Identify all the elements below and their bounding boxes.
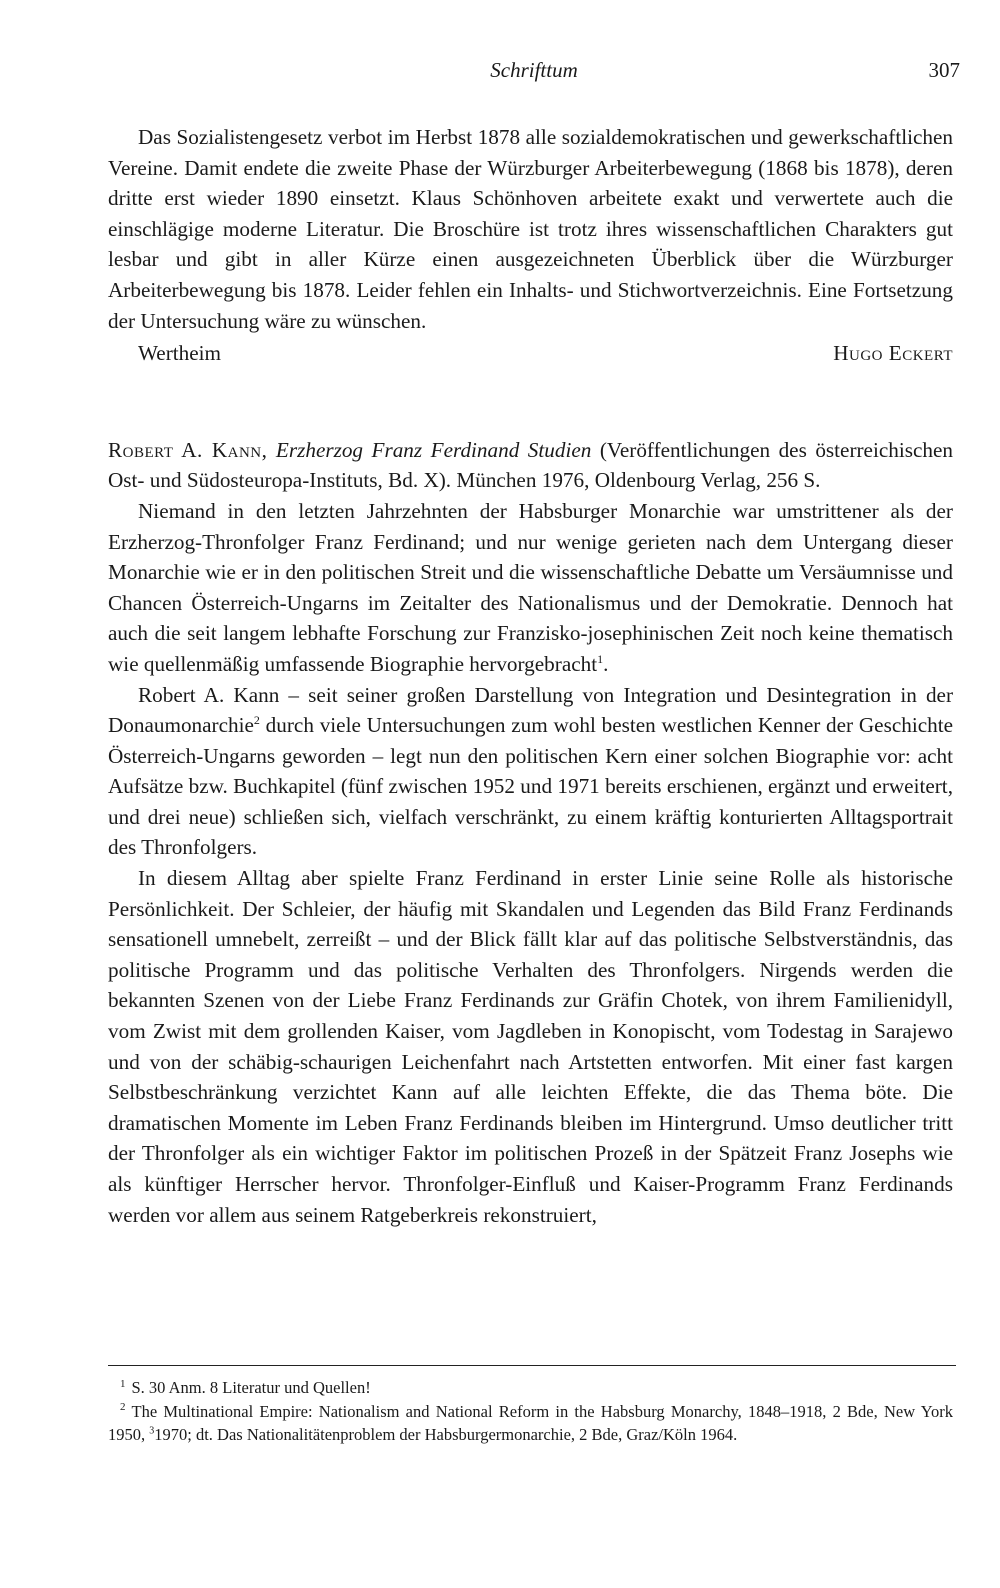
- review2-book-title: Erzherzog Franz Ferdinand Studien: [275, 437, 592, 462]
- footnote-1: [108, 1376, 953, 1400]
- review2-heading: [108, 435, 953, 496]
- footnote-2-edition-mark: 3: [149, 1425, 155, 1437]
- review2-paragraph-2-text-b: durch viele Untersuchungen zum wohl besten westlichen Kenner der Geschichte Österreich-Ungarns geworden – legt nun den politischen Kern einer solchen Biographie vor: acht Aufsätze bzw. Buchkapitel (fünf zwischen 1952 und 1971 bereits erschienen, ergänzt und erweitert, und drei neue) schließen sich, vielfach verschränkt, zu einem kräftig konturierten Alltagsportrait des Thronfolgers.: [108, 713, 953, 860]
- footnote-1-mark: 1: [120, 1377, 126, 1390]
- review2-author: Robert A. Kann,: [108, 437, 268, 462]
- footnote-2-mark: 2: [120, 1401, 126, 1413]
- review2-paragraph-3: In diesem Alltag aber spielte Franz Ferdinand in erster Linie seine Rolle als historische Persönlichkeit. Der Schleier, der häufig mit Skandalen und Legenden das Bild Franz Ferdinands sensationell umnebelt, zerreißt – und der Blick fällt klar auf das politische Selbstverständnis, das politische Programm und das politische Verhalten des Thronfolgers. Nirgends werden die bekannten Szenen von der Liebe Franz Ferdinands zur Gräfin Chotek, von ihrem Familienidyll, vom Zwist mit dem grollenden Kaiser, vom Jagdleben in Konopischt, vom Todestag in Sarajewo und von der schäbig-schaurigen Leichenfahrt nach Artstetten entworfen. Mit einer fast kargen Selbstbeschränkung verzichtet Kann auf alle leichten Effekte, die das Thema böte. Die dramatischen Momente im Leben Franz Ferdinands bleiben im Hintergrund. Umso deutlicher tritt der Thronfolger als ein wichtiger Faktor im politischen Prozeß in der Spätzeit Franz Josephs wie als künftiger Herrscher hervor. Thronfolger-Einfluß und Kaiser-Programm Franz Ferdinands werden vor allem aus seinem Ratgeberkreis rekonstruiert,: [108, 866, 953, 1227]
- review2-paragraph-1: [108, 496, 953, 680]
- footnote-divider: [108, 1365, 956, 1366]
- footnote-2: [108, 1400, 953, 1447]
- footnotes: [108, 1376, 953, 1447]
- review1-body: Das Sozialistengesetz verbot im Herbst 1878 alle sozialdemokratischen und gewerkschaftlichen Vereine. Damit endete die zweite Phase der Würzburger Arbeiterbewegung (1868 bis 1878), deren dritte erst wieder 1890 einsetzt. Klaus Schönhoven arbeitete exakt und verwertete auch die einschlägige moderne Literatur. Die Broschüre ist trotz ihres wissenschaftlichen Charakters gut lesbar und gibt in aller Kürze einen ausgezeichneten Überblick über die Würzburger Arbeiterbewegung bis 1878. Leider fehlen ein Inhalts- und Stichwortverzeichnis. Eine Fortsetzung der Untersuchung wäre zu wünschen.: [108, 125, 953, 333]
- review1-signature: [108, 338, 953, 369]
- footnote-2-text-b: 1970; dt. Das Nationalitätenproblem der Habsburgermonarchie, 2 Bde, Graz/Köln 1964.: [154, 1425, 738, 1444]
- page-content: [108, 122, 953, 1230]
- review2-paragraph-1-end: .: [603, 651, 609, 676]
- page-number: 307: [928, 58, 960, 82]
- review2-paragraph-2-text-a: Robert A. Kann – seit seiner großen Darstellung von Integration und Desintegration in der Donaumonarchie: [108, 682, 953, 738]
- review2-paragraph-2: [108, 680, 953, 864]
- footnote-ref-2: 2: [253, 713, 260, 728]
- review1-reviewer: Hugo Eckert: [833, 341, 953, 366]
- review2-paragraph-1-text: Niemand in den letzten Jahrzehnten der Habsburger Monarchie war umstrittener als der Erzherzog-Thronfolger Franz Ferdinand; und nur wenige gerieten nach dem Untergang dieser Monarchie wie er in den politischen Streit und die wissenschaftliche Debatte um Versäumnisse und Chancen Österreich-Ungarns im Zeitalter des Nationalismus und der Demokratie. Dennoch hat auch die seit langem lebhafte Forschung zur Franzisko-josephinischen Zeit noch keine thematisch wie quellenmäßig umfassende Biographie hervorgebracht: [108, 498, 953, 676]
- review2-bibliographic: (Veröffentlichungen des österreichischen Ost- und Südosteuropa-Instituts, Bd. X). München 1976, Oldenbourg Verlag, 256 S.: [108, 437, 953, 493]
- footnote-2-text-a: The Multinational Empire: Nationalism and National Reform in the Habsburg Monarchy, 1848–1918, 2 Bde, New York 1950,: [108, 1401, 953, 1444]
- footnote-ref-1: 1: [597, 651, 604, 666]
- footnote-1-text: S. 30 Anm. 8 Literatur und Quellen!: [131, 1378, 371, 1397]
- page-header: [108, 58, 960, 92]
- running-title: Schrifttum: [490, 58, 578, 82]
- review1-place: Wertheim: [138, 341, 222, 366]
